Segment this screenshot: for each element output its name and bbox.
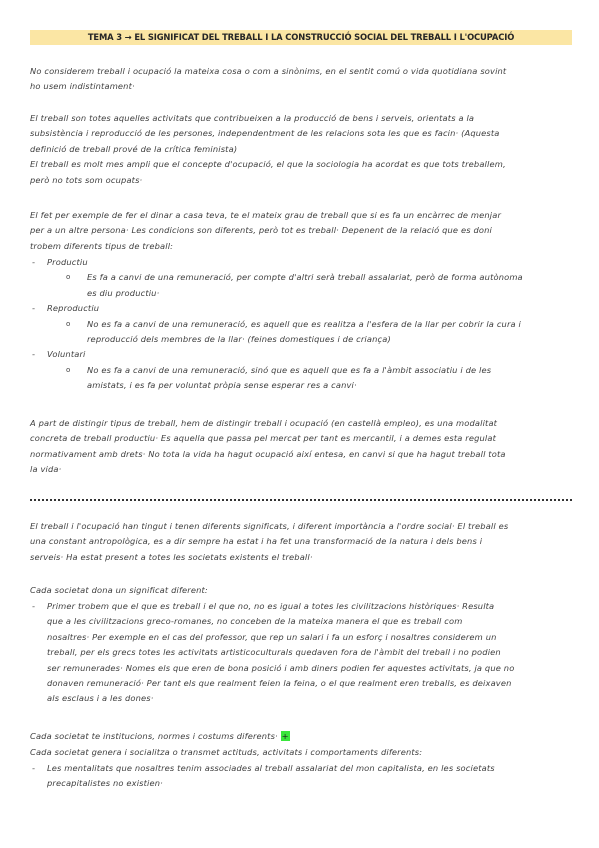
text-line: per a un altre persona· Les condicions son diferents, però tot es treball· Depenent de la relació que es doni: [30, 225, 492, 236]
text-line: Cada societat te institucions, normes i costums diferents·: [30, 731, 278, 741]
text-line: Les mentalitats que nosaltres tenim associades al treball assalariat del mon capitalista, en les societats: [47, 763, 495, 773]
sub-list-item: [30, 270, 580, 301]
dash-bullet: -: [32, 349, 36, 360]
list-item: [30, 599, 580, 707]
text-line: No es fa a canvi de una remuneració, es aquell que es realitza a l'esfera de la llar per cobrir la cura i: [87, 318, 521, 329]
dash-bullet: -: [32, 257, 36, 267]
list-item-label: Reproductiu: [47, 303, 100, 314]
list-item: [30, 761, 580, 792]
dash-bullet: -: [32, 601, 36, 611]
paragraph-meanings: [30, 519, 580, 565]
sub-list-item: [30, 363, 580, 394]
list-item-label: Voluntari: [47, 349, 86, 360]
text-line: Primer trobem que el que es treball i el que no, no es igual a totes les civilitzacions històriques· Resulta: [47, 601, 495, 611]
civilizations-list: [30, 599, 580, 707]
circle-bullet-icon: o: [66, 319, 71, 328]
text-line: una constant antropològica, es a dir sempre ha estat i ha fet una transformació de la natura i dels bens i: [30, 536, 483, 547]
text-line: El treball son totes aquelles activitats que contribueixen a la producció de bens i serveis, orientats a la: [30, 113, 475, 123]
text-line: El treball es molt mes ampli que el concepte d'ocupació, el que la sociologia ha acordat es que tots treballem,: [30, 159, 506, 170]
text-line: concreta de treball productiu· Es aquella que passa pel mercat per tant es mercantil, i a demes esta regulat: [30, 433, 497, 444]
text-line: nosaltres· Per exemple en el cas del professor, que rep un salari i fa un esforç i nosaltres considerem un: [47, 631, 497, 642]
text-line: definició de treball prové de la crítica feminista): [30, 143, 238, 154]
list-item-label: Productiu: [47, 257, 88, 267]
paragraph-intro: [30, 64, 580, 95]
text-line: als esclaus i a les dones·: [47, 693, 154, 704]
paragraph-institutions: [30, 729, 580, 744]
paragraph-work-example: [30, 208, 580, 254]
text-line: El fet per exemple de fer el dinar a casa teva, te el mateix grau de treball que si es fa un encàrrec de menjar: [30, 210, 502, 220]
text-line: però no tots som ocupats·: [30, 174, 143, 185]
mentalities-list: [30, 761, 580, 792]
text-line: No considerem treball i ocupació la mateixa cosa o com a sinònims, en el sentit comú o vida quotidiana sovint: [30, 66, 507, 76]
text-line: A part de distingir tipus de treball, hem de distingir treball i ocupació (en castellà empleo), es una modalitat: [30, 418, 498, 428]
highlight-mark: +: [281, 731, 289, 741]
circle-bullet-icon: o: [66, 365, 71, 374]
dash-bullet: -: [32, 763, 36, 773]
section-divider: [30, 499, 572, 501]
text-line: precapitalistes no existien·: [47, 778, 163, 789]
page-title: TEMA 3 → EL SIGNIFICAT DEL TREBALL I LA CONSTRUCCIÓ SOCIAL DEL TREBALL I L'OCUPACIÓ: [30, 30, 572, 45]
list-item: [30, 255, 580, 270]
paragraph-work-vs-occupation: [30, 416, 580, 478]
text-line: ser remunerades· Nomes els que eren de bona posició i amb diners podien fer aquestes activitats, ja que no: [47, 662, 515, 673]
paragraph-socialization: Cada societat genera i socialitza o transmet actituds, activitats i comportaments diferents:: [30, 747, 423, 757]
text-line: subsistència i reproducció de les persones, independentment de les relacions sota les que es facin· (Aquesta: [30, 128, 500, 139]
list-item: [30, 301, 580, 316]
text-line: es diu productiu·: [87, 287, 160, 298]
text-line: donaven remuneració· Per tant els que realment feien la feina, o el que realment eren treballs, es deixaven: [47, 678, 512, 689]
dash-bullet: -: [32, 303, 36, 314]
text-line: amistats, i es fa per voluntat pròpia sense esperar res a canvi·: [87, 380, 357, 391]
text-line: serveis· Ha estat present a totes les societats existents el treball·: [30, 551, 313, 562]
paragraph-work-definition: [30, 111, 580, 188]
circle-bullet-icon: o: [66, 273, 71, 282]
text-line: que a les civilitzacions greco-romanes, no conceben de la mateixa manera el que es treball com: [47, 616, 463, 627]
text-line: trobem diferents tipus de treball:: [30, 240, 174, 251]
text-line: treball, per els grecs totes les activitats artisticoculturals quedaven fora de l'àmbit del treball i no podien: [47, 647, 501, 658]
text-line: la vida·: [30, 464, 62, 475]
list-item: [30, 347, 580, 362]
paragraph-each-society: Cada societat dona un significat diferent:: [30, 585, 208, 595]
text-line: ho usem indistintament·: [30, 81, 135, 92]
text-line: reproducció dels membres de la llar· (feines domestiques i de criança): [87, 334, 391, 345]
work-types-list: [30, 255, 580, 394]
text-line: Es fa a canvi de una remuneració, per compte d'altri serà treball assalariat, però de forma autònoma: [87, 272, 523, 283]
text-line: No es fa a canvi de una remuneració, sinó que es aquell que es fa a l'àmbit associatiu i de les: [87, 364, 492, 375]
sub-list-item: [30, 317, 580, 348]
text-line: normativament amb drets· No tota la vida ha hagut ocupació així entesa, en canvi si que ha hagut treball tota: [30, 448, 506, 459]
text-line: El treball i l'ocupació han tingut i tenen diferents significats, i diferent importància a l'ordre social· El treball es: [30, 521, 509, 531]
